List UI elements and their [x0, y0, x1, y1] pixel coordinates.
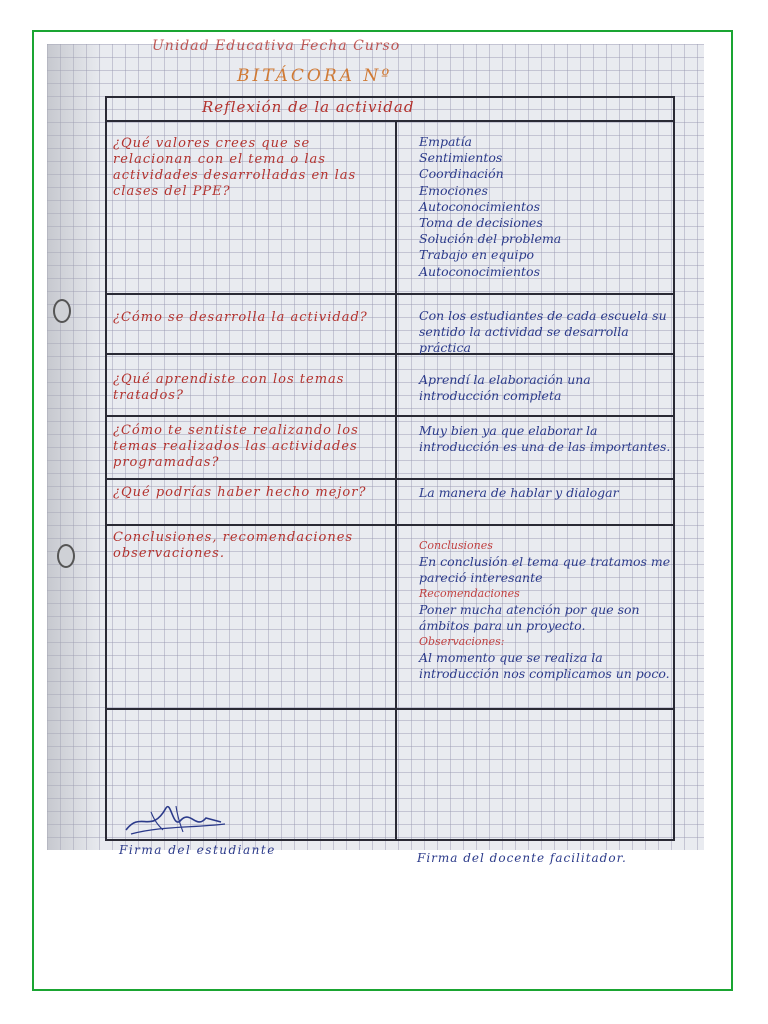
row-divider	[107, 293, 673, 295]
question-4: ¿Cómo te sentiste realizando los temas realizados las actividades programadas?	[113, 423, 359, 470]
question-1: ¿Qué valores crees que se relacionan con el tema o las actividades desarrolladas en las clases del PPE?	[113, 136, 357, 199]
answer-3: Aprendí la elaboración una introducción completa	[419, 372, 591, 403]
binder-hole-bottom	[57, 544, 75, 568]
answer-6	[419, 538, 674, 682]
answer-5: La manera de hablar y dialogar	[419, 485, 619, 500]
answer-1-item: Solución del problema	[419, 231, 562, 247]
photo-edge-shadow	[47, 44, 102, 850]
binder-hole-top	[53, 299, 71, 323]
question-3: ¿Qué aprendiste con los temas tratados?	[113, 372, 345, 403]
conclusions-label: Conclusiones	[419, 539, 493, 552]
answer-1-item: Autoconocimientos	[419, 263, 540, 279]
answer-4: Muy bien ya que elaborar la introducción es una de las importantes.	[419, 423, 671, 454]
answer-1-item: Toma de decisiones	[419, 215, 543, 231]
student-signature	[121, 800, 231, 840]
answer-1-item: Trabajo en equipo	[419, 247, 534, 263]
school-header: Unidad Educativa Fecha Curso	[152, 38, 401, 54]
reflection-table	[105, 96, 675, 865]
answer-1-item: Coordinación	[419, 166, 504, 182]
question-2: ¿Cómo se desarrolla la actividad?	[113, 310, 368, 325]
answer-1-item: Sentimientos	[419, 150, 503, 166]
observations-text: Al momento que se realiza la introducción nos complicamos un poco.	[419, 650, 670, 681]
recommendations-text: Poner mucha atención por que son ámbitos para un proyecto.	[419, 602, 640, 633]
question-6: Conclusiones, recomendaciones observaciones.	[113, 530, 354, 561]
row-divider	[107, 415, 673, 417]
row-divider	[107, 478, 673, 480]
table-title: Reflexión de la actividad	[202, 98, 415, 116]
notebook-photo	[47, 38, 704, 865]
answer-1-list	[419, 134, 674, 280]
log-number-header: BITÁCORA Nº	[237, 66, 393, 86]
row-divider	[107, 524, 673, 526]
table-title-row	[107, 98, 673, 122]
row-divider	[107, 708, 673, 710]
answer-1-item: Autoconocimientos	[419, 198, 540, 214]
observations-label: Observaciones:	[419, 635, 505, 648]
answer-1-item: Emociones	[419, 182, 488, 198]
teacher-signature-label: Firma del docente facilitador.	[417, 851, 627, 865]
question-5: ¿Qué podrías haber hecho mejor?	[113, 485, 367, 500]
conclusions-text: En conclusión el tema que tratamos me pareció interesante	[419, 554, 671, 585]
student-signature-label: Firma del estudiante	[119, 843, 276, 857]
answer-2: Con los estudiantes de cada escuela su sentido la actividad se desarrolla práctica	[419, 308, 667, 355]
answer-1-item: Empatía	[419, 134, 472, 149]
recommendations-label: Recomendaciones	[419, 587, 520, 600]
